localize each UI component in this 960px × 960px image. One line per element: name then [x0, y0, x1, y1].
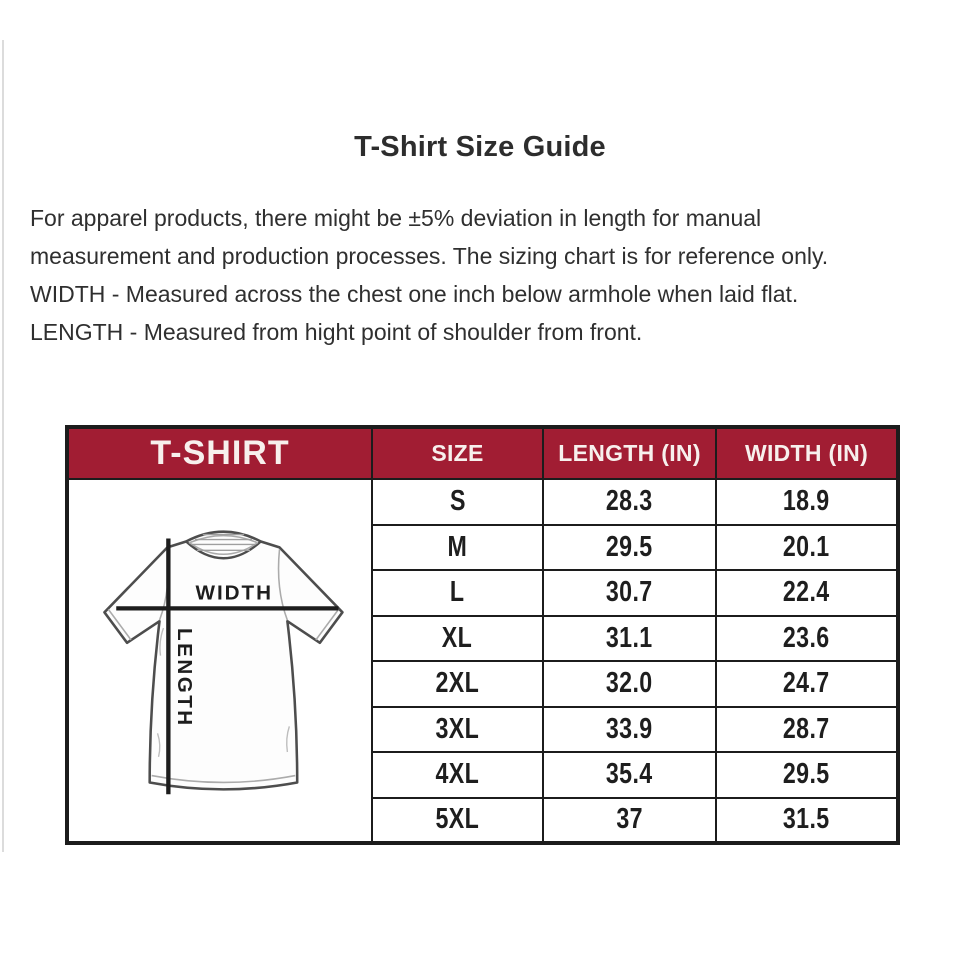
- product-header-cell: T-SHIRT: [67, 427, 372, 479]
- size-table-container: [65, 425, 896, 845]
- length-cell: 30.7: [543, 570, 716, 616]
- width-label: WIDTH: [195, 581, 274, 605]
- size-cell: L: [372, 570, 543, 616]
- width-cell: 24.7: [716, 661, 898, 707]
- page-title: T-Shirt Size Guide: [354, 131, 606, 164]
- length-cell: 32.0: [543, 661, 716, 707]
- tshirt-diagram-cell: [67, 479, 372, 843]
- tshirt-diagram: [71, 481, 369, 841]
- length-cell: 29.5: [543, 525, 716, 571]
- length-cell: 35.4: [543, 752, 716, 798]
- size-cell: 5XL: [372, 798, 543, 844]
- width-note: WIDTH - Measured across the chest one inch below armhole when laid flat.: [30, 281, 799, 307]
- size-cell: 2XL: [372, 661, 543, 707]
- size-cell: 3XL: [372, 707, 543, 753]
- size-column-header: SIZE: [372, 427, 543, 479]
- length-cell: 28.3: [543, 479, 716, 525]
- intro-note: For apparel products, there might be ±5% deviation in length for manual measurement and production processes. The sizing chart is for reference only.: [30, 205, 829, 269]
- length-column-header: LENGTH (IN): [543, 427, 716, 479]
- width-column-header: WIDTH (IN): [716, 427, 898, 479]
- length-note: LENGTH - Measured from hight point of shoulder from front.: [30, 319, 643, 345]
- length-cell: 33.9: [543, 707, 716, 753]
- width-cell: 18.9: [716, 479, 898, 525]
- table-row: [67, 479, 898, 525]
- width-cell: 20.1: [716, 525, 898, 571]
- size-cell: XL: [372, 616, 543, 662]
- width-cell: 31.5: [716, 798, 898, 844]
- length-cell: 31.1: [543, 616, 716, 662]
- size-cell: 4XL: [372, 752, 543, 798]
- table-header-row: [67, 427, 898, 479]
- length-cell: 37: [543, 798, 716, 844]
- length-label: LENGTH: [173, 627, 197, 728]
- tshirt-outline: [104, 531, 342, 789]
- size-cell: S: [372, 479, 543, 525]
- width-cell: 23.6: [716, 616, 898, 662]
- size-table: [65, 425, 900, 845]
- width-cell: 22.4: [716, 570, 898, 616]
- width-cell: 28.7: [716, 707, 898, 753]
- notes-block: [30, 199, 875, 351]
- width-cell: 29.5: [716, 752, 898, 798]
- size-cell: M: [372, 525, 543, 571]
